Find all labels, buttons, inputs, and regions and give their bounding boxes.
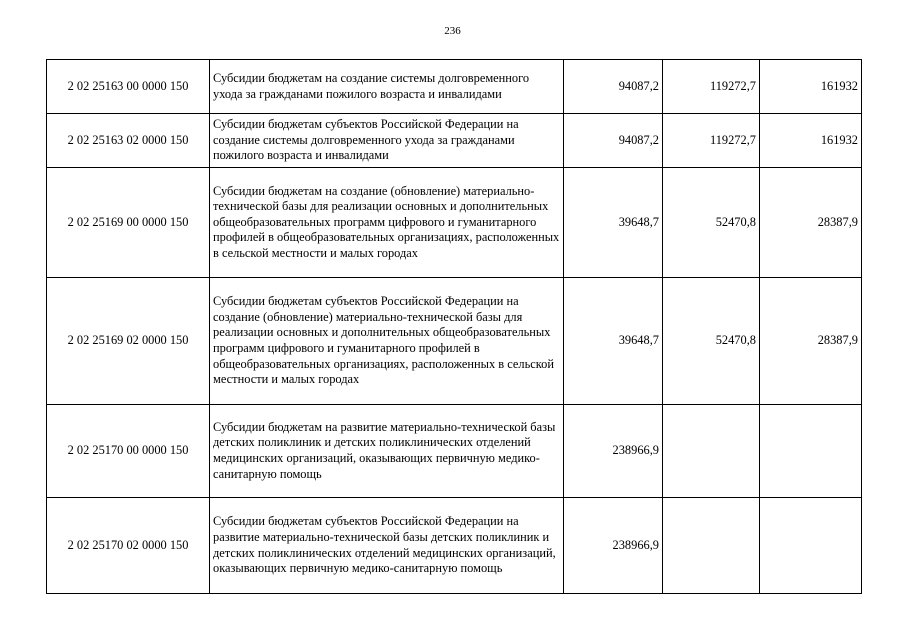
value-col-2: 52470,8	[663, 168, 760, 278]
row-description: Субсидии бюджетам субъектов Российской Федерации на создание (обновление) материально-технической базы для реализации основных и дополнительных общеобразовательных программ цифрового и гуманитарного профилей в общеобразовательных организациях, расположенных в сельской местности и малых городах	[210, 278, 564, 405]
value-col-1: 94087,2	[564, 60, 663, 114]
value-col-2	[663, 405, 760, 498]
value-col-3: 161932	[760, 60, 862, 114]
value-col-3: 28387,9	[760, 168, 862, 278]
row-description: Субсидии бюджетам на создание (обновление) материально-технической базы для реализации основных и дополнительных общеобразовательных программ цифрового и гуманитарного профилей в общеобразовательных организациях, расположенных в сельской местности и малых городах	[210, 168, 564, 278]
budget-code: 2 02 25163 02 0000 150	[47, 114, 210, 168]
value-col-2	[663, 498, 760, 594]
table-row	[47, 60, 862, 114]
budget-code: 2 02 25170 00 0000 150	[47, 405, 210, 498]
budget-code: 2 02 25163 00 0000 150	[47, 60, 210, 114]
value-col-2: 119272,7	[663, 60, 760, 114]
table-row	[47, 114, 862, 168]
value-col-3: 161932	[760, 114, 862, 168]
row-description: Субсидии бюджетам на создание системы долговременного ухода за гражданами пожилого возраста и инвалидами	[210, 60, 564, 114]
table-row	[47, 498, 862, 594]
row-description: Субсидии бюджетам субъектов Российской Федерации на развитие материально-технической базы детских поликлиник и детских поликлинических отделений медицинских организаций, оказывающих первичную медико-санитарную помощь	[210, 498, 564, 594]
table-row	[47, 405, 862, 498]
value-col-2: 119272,7	[663, 114, 760, 168]
table-row	[47, 168, 862, 278]
value-col-1: 39648,7	[564, 168, 663, 278]
budget-code: 2 02 25169 02 0000 150	[47, 278, 210, 405]
page-number: 236	[444, 25, 461, 37]
value-col-1: 238966,9	[564, 405, 663, 498]
table-row	[47, 278, 862, 405]
budget-table	[46, 59, 862, 594]
value-col-3	[760, 498, 862, 594]
value-col-1: 94087,2	[564, 114, 663, 168]
value-col-2: 52470,8	[663, 278, 760, 405]
value-col-1: 238966,9	[564, 498, 663, 594]
row-description: Субсидии бюджетам субъектов Российской Федерации на создание системы долговременного ухода за гражданами пожилого возраста и инвалидами	[210, 114, 564, 168]
budget-code: 2 02 25169 00 0000 150	[47, 168, 210, 278]
value-col-1: 39648,7	[564, 278, 663, 405]
row-description: Субсидии бюджетам на развитие материально-технической базы детских поликлиник и детских поликлинических отделений медицинских организаций, оказывающих первичную медико-санитарную помощь	[210, 405, 564, 498]
budget-code: 2 02 25170 02 0000 150	[47, 498, 210, 594]
value-col-3	[760, 405, 862, 498]
value-col-3: 28387,9	[760, 278, 862, 405]
